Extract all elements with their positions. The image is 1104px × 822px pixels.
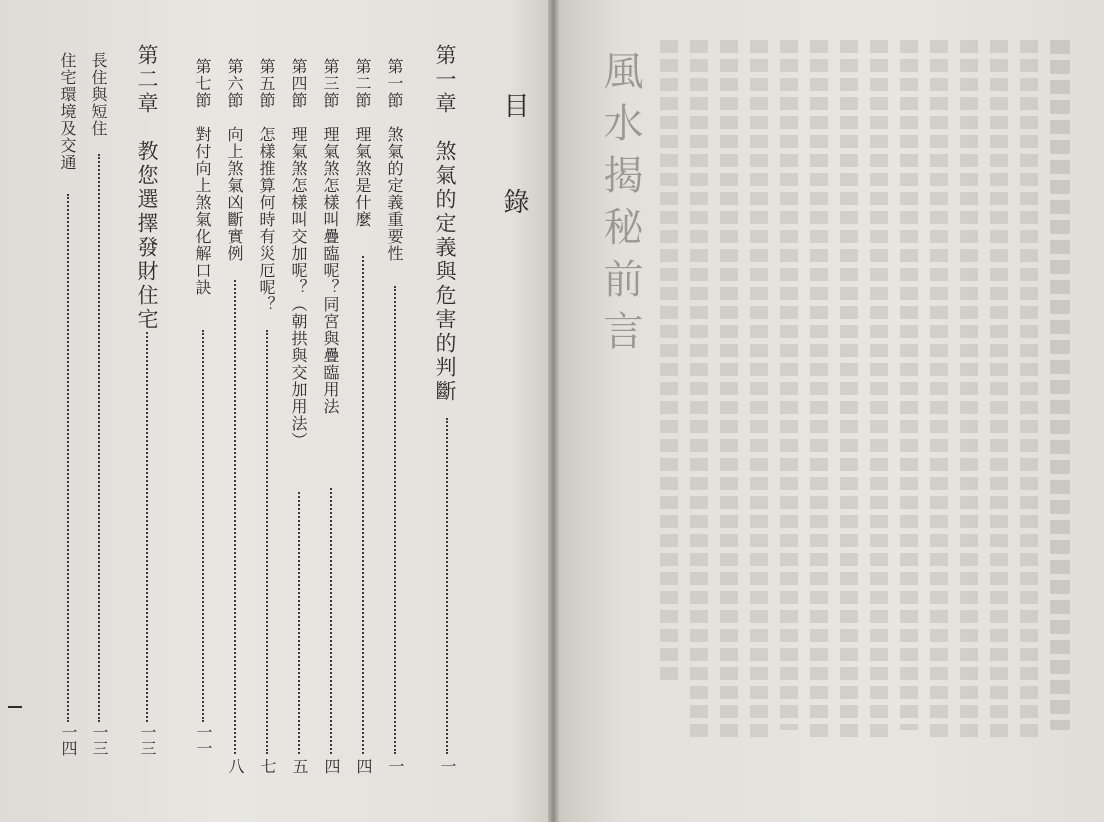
toc-page-number: 八 <box>226 758 245 774</box>
toc-entry-chapter-1[interactable]: 第一章 煞氣的定義與危害的判斷 <box>433 44 457 404</box>
faded-text-line <box>1020 40 1038 740</box>
toc-page-number: 一四 <box>59 724 78 756</box>
faded-text-line <box>660 40 678 680</box>
toc-page-number: 七 <box>258 758 277 774</box>
toc-page-number: 四 <box>322 758 341 774</box>
toc-entry-chapter-2[interactable]: 第二章 教您選擇發財住宅 <box>135 44 159 332</box>
toc-page-number: 四 <box>354 758 373 774</box>
faded-text-line <box>810 40 828 740</box>
toc-leader <box>202 330 204 722</box>
faded-text-line <box>840 40 858 740</box>
book-gutter <box>548 0 560 822</box>
toc-entry-subsection-1[interactable]: 長住與短住 <box>89 52 108 137</box>
toc-page-number: 一 <box>438 758 457 774</box>
toc-page-number: 五 <box>290 758 309 774</box>
toc-page-number: 一三 <box>138 724 157 756</box>
toc-leader <box>234 280 236 754</box>
toc-page-number: 一一 <box>194 724 213 756</box>
toc-page-number: 一 <box>386 758 405 774</box>
toc-entry-subsection-2[interactable]: 住宅環境及交通 <box>58 52 77 171</box>
faded-text-line <box>1050 40 1070 730</box>
toc-leader <box>146 332 148 722</box>
toc-leader <box>330 488 332 754</box>
faded-text-line <box>750 40 768 740</box>
preface-title: 風水揭秘前言 <box>597 50 643 362</box>
toc-leader <box>446 418 448 754</box>
faded-text-line <box>930 40 948 740</box>
toc-leader <box>394 286 396 754</box>
toc-entry-section-6[interactable]: 第六節 向上煞氣凶斷實例 <box>225 58 244 262</box>
toc-entry-section-2[interactable]: 第二節 理氣煞是什麼 <box>353 58 372 228</box>
toc-leader <box>362 256 364 754</box>
faded-text-line <box>690 40 708 740</box>
toc-entry-section-7[interactable]: 第七節 對付向上煞氣化解口訣 <box>193 58 212 296</box>
toc-page-number: 一三 <box>90 724 109 756</box>
toc-leader <box>67 194 69 722</box>
toc-leader <box>298 492 300 754</box>
page-folio-mark <box>8 706 22 708</box>
faded-text-line <box>990 40 1008 740</box>
toc-leader <box>98 154 100 722</box>
toc-title: 目 錄 <box>499 92 529 236</box>
faded-text-line <box>870 40 888 740</box>
toc-leader <box>266 330 268 754</box>
toc-entry-section-1[interactable]: 第一節 煞氣的定義重要性 <box>385 58 404 262</box>
faded-text-line <box>780 40 798 730</box>
toc-entry-section-4[interactable]: 第四節 理氣煞怎樣叫交加呢？（朝拱與交加用法） <box>289 58 308 449</box>
toc-entry-section-5[interactable]: 第五節 怎樣推算何時有災厄呢？ <box>257 58 276 313</box>
faded-text-line <box>900 40 918 730</box>
toc-entry-section-3[interactable]: 第三節 理氣煞怎樣叫疊臨呢？同宮與疊臨用法 <box>321 58 340 415</box>
faded-text-line <box>960 40 978 740</box>
faded-text-line <box>720 40 738 740</box>
